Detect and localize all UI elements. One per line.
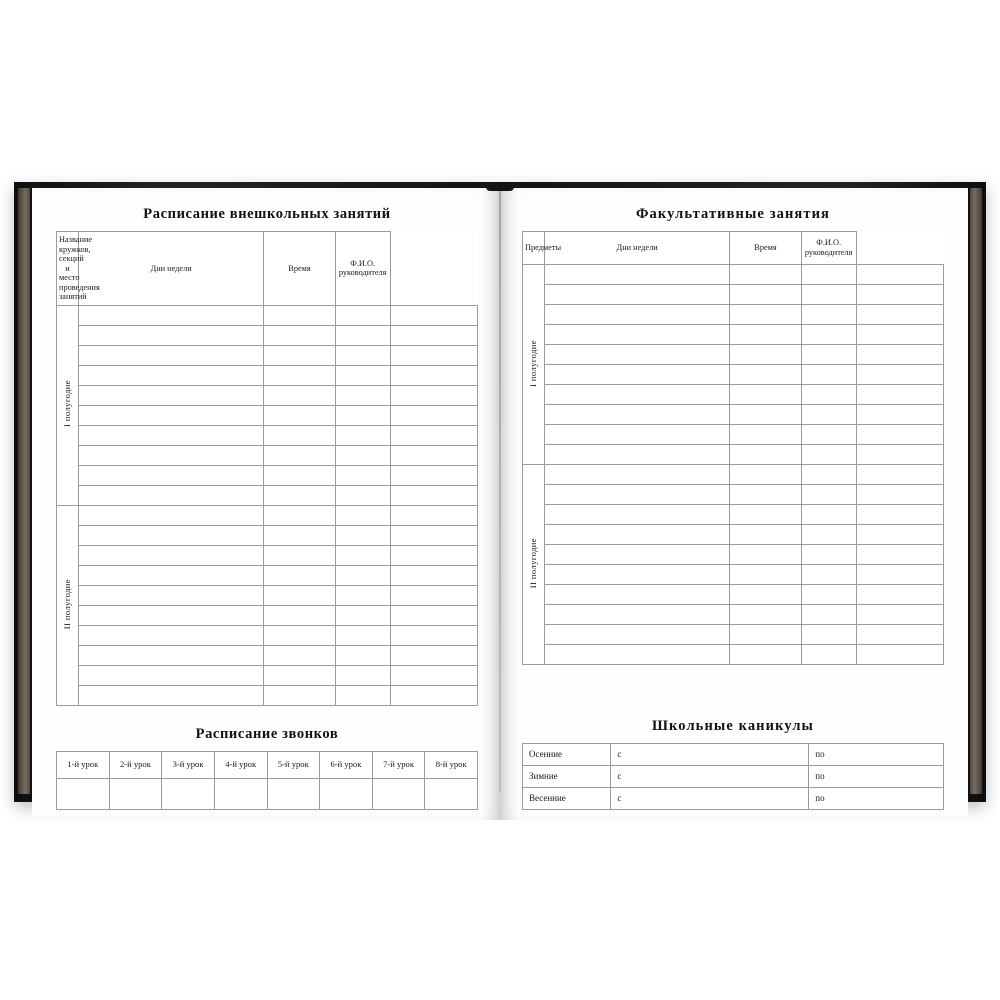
table-row (523, 405, 944, 425)
table-cell[interactable] (801, 305, 856, 325)
table-cell[interactable] (335, 465, 390, 485)
table-row (523, 505, 944, 525)
table-cell[interactable] (730, 485, 802, 505)
extracurricular-body (57, 305, 478, 705)
table-header-row (57, 232, 478, 306)
bells-value-cell[interactable] (267, 779, 320, 810)
table-row (57, 585, 478, 605)
table-cell[interactable] (335, 545, 390, 565)
table-row (57, 605, 478, 625)
table-cell[interactable] (79, 325, 264, 345)
holiday-to[interactable]: по (809, 788, 944, 810)
table-cell[interactable] (545, 345, 730, 365)
table-cell[interactable] (390, 585, 477, 605)
table-cell[interactable] (730, 525, 802, 545)
holiday-from[interactable]: с (611, 766, 809, 788)
table-cell[interactable] (390, 465, 477, 485)
table-cell[interactable] (730, 365, 802, 385)
table-cell[interactable] (79, 525, 264, 545)
table-cell[interactable] (335, 685, 390, 705)
holiday-from[interactable]: с (611, 744, 809, 766)
table-cell[interactable] (856, 625, 943, 645)
book-spine (499, 188, 501, 792)
table-cell[interactable] (264, 685, 336, 705)
table-cell[interactable] (335, 565, 390, 585)
holidays-row (523, 766, 944, 788)
right-page (500, 188, 968, 820)
table-cell[interactable] (79, 625, 264, 645)
table-cell[interactable] (730, 325, 802, 345)
table-cell[interactable] (390, 565, 477, 585)
table-cell[interactable] (390, 425, 477, 445)
table-cell[interactable] (856, 305, 943, 325)
table-cell[interactable] (390, 625, 477, 645)
header-time: Время (264, 232, 336, 306)
table-cell[interactable] (801, 265, 856, 285)
header-supervisor-line2: руководителя (338, 268, 387, 278)
table-cell[interactable] (856, 545, 943, 565)
table-cell[interactable] (79, 685, 264, 705)
table-cell[interactable] (801, 525, 856, 545)
bells-value-row (57, 779, 478, 810)
table-cell[interactable] (545, 565, 730, 585)
table-cell[interactable] (335, 585, 390, 605)
bells-value-cell[interactable] (425, 779, 478, 810)
table-cell[interactable] (801, 365, 856, 385)
table-cell[interactable] (264, 605, 336, 625)
table-cell[interactable] (545, 645, 730, 665)
bells-value-cell[interactable] (320, 779, 373, 810)
table-row (57, 525, 478, 545)
table-cell[interactable] (730, 585, 802, 605)
header-supervisor-line2: руководителя (804, 248, 853, 257)
holiday-to[interactable]: по (809, 766, 944, 788)
header-supervisor (801, 232, 856, 265)
table-cell[interactable] (856, 525, 943, 545)
table-row (523, 285, 944, 305)
table-cell[interactable] (730, 565, 802, 585)
table-cell[interactable] (264, 405, 336, 425)
header-weekdays: Дни недели (545, 232, 730, 265)
table-cell[interactable] (856, 385, 943, 405)
table-cell[interactable] (79, 645, 264, 665)
table-cell[interactable] (545, 545, 730, 565)
table-cell[interactable] (335, 525, 390, 545)
table-cell[interactable] (390, 385, 477, 405)
table-cell[interactable] (264, 565, 336, 585)
header-activity-name-line2: и место проведения занятий (59, 263, 100, 302)
bells-header-cell: 1-й урок (57, 752, 110, 779)
table-cell[interactable] (801, 465, 856, 485)
table-cell[interactable] (856, 565, 943, 585)
table-cell[interactable] (390, 365, 477, 385)
table-row (523, 525, 944, 545)
table-cell[interactable] (801, 285, 856, 305)
table-row (523, 465, 944, 485)
table-row (57, 485, 478, 505)
bells-header-cell: 3-й урок (162, 752, 215, 779)
table-cell[interactable] (730, 505, 802, 525)
table-cell[interactable] (335, 325, 390, 345)
table-cell[interactable] (801, 405, 856, 425)
table-cell[interactable] (545, 585, 730, 605)
holidays-table (522, 743, 944, 810)
table-cell[interactable] (79, 485, 264, 505)
table-cell[interactable] (79, 545, 264, 565)
bells-header-row (57, 752, 478, 779)
table-row (523, 425, 944, 445)
term-label: I полугодие (61, 380, 72, 428)
table-cell[interactable] (79, 605, 264, 625)
table-cell[interactable] (801, 385, 856, 405)
spine-notch (486, 183, 514, 191)
table-cell[interactable] (730, 545, 802, 565)
bells-table (56, 751, 478, 810)
table-cell[interactable] (856, 325, 943, 345)
table-cell[interactable] (264, 625, 336, 645)
bells-value-cell[interactable] (214, 779, 267, 810)
table-cell[interactable] (79, 305, 264, 325)
table-row (523, 565, 944, 585)
table-cell[interactable] (730, 305, 802, 325)
table-cell[interactable] (856, 585, 943, 605)
electives-table (522, 231, 944, 665)
table-cell[interactable] (264, 305, 336, 325)
term-label-cell (57, 305, 79, 505)
table-cell[interactable] (79, 465, 264, 485)
table-cell[interactable] (856, 365, 943, 385)
table-row (57, 405, 478, 425)
table-row (523, 265, 944, 285)
table-row (57, 545, 478, 565)
electives-body (523, 265, 944, 665)
table-cell[interactable] (801, 585, 856, 605)
bells-value-cell[interactable] (57, 779, 110, 810)
table-cell[interactable] (335, 365, 390, 385)
table-cell[interactable] (335, 445, 390, 465)
table-cell[interactable] (79, 365, 264, 385)
table-cell[interactable] (79, 385, 264, 405)
table-row (523, 625, 944, 645)
table-row (523, 445, 944, 465)
table-cell[interactable] (545, 485, 730, 505)
table-cell[interactable] (390, 325, 477, 345)
holiday-name: Зимние (523, 766, 611, 788)
table-row (523, 545, 944, 565)
table-cell[interactable] (79, 345, 264, 365)
table-cell[interactable] (545, 305, 730, 325)
table-row (57, 365, 478, 385)
bells-header-cell: 2-й урок (109, 752, 162, 779)
table-cell[interactable] (730, 405, 802, 425)
header-subjects: Предметы (523, 232, 545, 265)
table-row (523, 585, 944, 605)
holiday-from[interactable]: с (611, 788, 809, 810)
table-cell[interactable] (390, 345, 477, 365)
table-row (57, 425, 478, 445)
table-cell[interactable] (801, 625, 856, 645)
header-time: Время (730, 232, 802, 265)
table-cell[interactable] (264, 585, 336, 605)
holiday-name: Осенние (523, 744, 611, 766)
bells-header-cell: 4-й урок (214, 752, 267, 779)
table-cell[interactable] (264, 525, 336, 545)
bells-header-cell: 6-й урок (320, 752, 373, 779)
header-activity-name-line1: Название кружков, секций (59, 235, 93, 264)
left-page (32, 188, 500, 820)
table-cell[interactable] (545, 465, 730, 485)
table-cell[interactable] (79, 665, 264, 685)
table-row (57, 685, 478, 705)
table-cell[interactable] (264, 465, 336, 485)
table-cell[interactable] (545, 445, 730, 465)
table-cell[interactable] (856, 465, 943, 485)
table-row (57, 665, 478, 685)
bells-value-cell[interactable] (109, 779, 162, 810)
table-cell[interactable] (856, 265, 943, 285)
table-cell[interactable] (264, 485, 336, 505)
holiday-to[interactable]: по (809, 744, 944, 766)
table-cell[interactable] (264, 545, 336, 565)
table-cell[interactable] (390, 505, 477, 525)
cover-right-edge (970, 188, 982, 794)
table-cell[interactable] (545, 425, 730, 445)
table-cell[interactable] (264, 345, 336, 365)
table-cell[interactable] (856, 505, 943, 525)
holidays-row (523, 788, 944, 810)
table-row (523, 605, 944, 625)
open-book (14, 182, 986, 802)
header-supervisor (335, 232, 390, 306)
table-cell[interactable] (390, 645, 477, 665)
table-cell[interactable] (264, 325, 336, 345)
table-cell[interactable] (264, 425, 336, 445)
table-cell[interactable] (79, 585, 264, 605)
term-label-cell (523, 265, 545, 465)
holidays-body (523, 744, 944, 810)
table-row (57, 645, 478, 665)
table-cell[interactable] (390, 545, 477, 565)
table-cell[interactable] (801, 485, 856, 505)
table-cell[interactable] (730, 625, 802, 645)
table-cell[interactable] (390, 485, 477, 505)
table-cell[interactable] (390, 405, 477, 425)
table-cell[interactable] (545, 265, 730, 285)
table-cell[interactable] (856, 285, 943, 305)
electives-block (522, 206, 944, 665)
electives-title: Факультативные занятия (635, 206, 830, 222)
table-cell[interactable] (335, 645, 390, 665)
table-cell[interactable] (856, 425, 943, 445)
extracurricular-title: Расписание внешкольных занятий (143, 206, 391, 222)
table-row (57, 305, 478, 325)
table-cell[interactable] (79, 505, 264, 525)
table-cell[interactable] (264, 385, 336, 405)
table-row (523, 345, 944, 365)
table-cell[interactable] (335, 305, 390, 325)
table-cell[interactable] (801, 545, 856, 565)
table-cell[interactable] (801, 505, 856, 525)
table-cell[interactable] (730, 345, 802, 365)
table-row (57, 565, 478, 585)
bells-value-cell[interactable] (372, 779, 425, 810)
table-cell[interactable] (730, 265, 802, 285)
table-cell[interactable] (801, 425, 856, 445)
table-cell[interactable] (264, 645, 336, 665)
table-cell[interactable] (545, 625, 730, 645)
term-label: II полугодие (527, 538, 538, 589)
table-cell[interactable] (801, 345, 856, 365)
table-cell[interactable] (390, 445, 477, 465)
table-row (57, 345, 478, 365)
table-cell[interactable] (264, 445, 336, 465)
table-cell[interactable] (390, 305, 477, 325)
table-row (523, 645, 944, 665)
table-cell[interactable] (335, 625, 390, 645)
table-cell[interactable] (730, 445, 802, 465)
table-cell[interactable] (545, 285, 730, 305)
page-block (32, 188, 968, 804)
extracurricular-block (56, 206, 478, 706)
table-row (57, 385, 478, 405)
header-weekdays: Дни недели (79, 232, 264, 306)
table-cell[interactable] (390, 685, 477, 705)
table-cell[interactable] (390, 605, 477, 625)
table-row (523, 485, 944, 505)
table-cell[interactable] (335, 425, 390, 445)
bells-header-cell: 8-й урок (425, 752, 478, 779)
table-cell[interactable] (730, 645, 802, 665)
table-cell[interactable] (545, 365, 730, 385)
header-activity-name (57, 232, 100, 306)
table-cell[interactable] (801, 645, 856, 665)
table-cell[interactable] (79, 425, 264, 445)
term-label: II полугодие (61, 578, 72, 630)
table-cell[interactable] (390, 665, 477, 685)
table-cell[interactable] (264, 665, 336, 685)
table-cell[interactable] (730, 425, 802, 445)
bells-block (56, 726, 478, 810)
header-supervisor-line1: Ф.И.О. (816, 238, 842, 248)
table-cell[interactable] (856, 345, 943, 365)
term-label-cell (523, 465, 545, 665)
table-cell[interactable] (390, 525, 477, 545)
bells-title: Расписание звонков (195, 726, 339, 742)
bells-value-cell[interactable] (162, 779, 215, 810)
table-cell[interactable] (335, 605, 390, 625)
table-cell[interactable] (856, 605, 943, 625)
table-cell[interactable] (801, 605, 856, 625)
header-supervisor-line1: Ф.И.О. (350, 258, 376, 268)
cover-left-edge (18, 188, 30, 794)
table-cell[interactable] (335, 345, 390, 365)
extracurricular-table (56, 231, 478, 706)
table-cell[interactable] (545, 505, 730, 525)
term-label-cell (57, 505, 79, 705)
table-row (57, 465, 478, 485)
table-cell[interactable] (730, 465, 802, 485)
table-row (57, 505, 478, 525)
bells-header-cell: 7-й урок (372, 752, 425, 779)
table-cell[interactable] (264, 365, 336, 385)
table-cell[interactable] (335, 385, 390, 405)
holidays-block (522, 718, 944, 810)
table-cell[interactable] (335, 505, 390, 525)
table-row (57, 445, 478, 465)
table-cell[interactable] (545, 605, 730, 625)
table-cell[interactable] (801, 325, 856, 345)
table-cell[interactable] (335, 405, 390, 425)
table-row (523, 305, 944, 325)
table-row (57, 625, 478, 645)
table-cell[interactable] (730, 285, 802, 305)
table-row (523, 385, 944, 405)
term-label: I полугодие (527, 339, 538, 387)
table-row (57, 325, 478, 345)
table-cell[interactable] (79, 445, 264, 465)
holidays-row (523, 744, 944, 766)
holiday-name: Весенние (523, 788, 611, 810)
table-cell[interactable] (856, 405, 943, 425)
table-row (523, 365, 944, 385)
table-cell[interactable] (545, 325, 730, 345)
table-cell[interactable] (856, 445, 943, 465)
table-row (523, 325, 944, 345)
table-cell[interactable] (801, 445, 856, 465)
bells-header-cell: 5-й урок (267, 752, 320, 779)
holidays-title: Школьные каникулы (652, 718, 814, 734)
table-header-row (523, 232, 944, 265)
table-cell[interactable] (801, 565, 856, 585)
table-cell[interactable] (856, 485, 943, 505)
table-cell[interactable] (264, 505, 336, 525)
table-cell[interactable] (856, 645, 943, 665)
table-cell[interactable] (545, 385, 730, 405)
table-cell[interactable] (545, 525, 730, 545)
table-cell[interactable] (730, 605, 802, 625)
table-cell[interactable] (545, 405, 730, 425)
table-cell[interactable] (79, 405, 264, 425)
table-cell[interactable] (335, 665, 390, 685)
table-cell[interactable] (79, 565, 264, 585)
table-cell[interactable] (335, 485, 390, 505)
table-cell[interactable] (730, 385, 802, 405)
